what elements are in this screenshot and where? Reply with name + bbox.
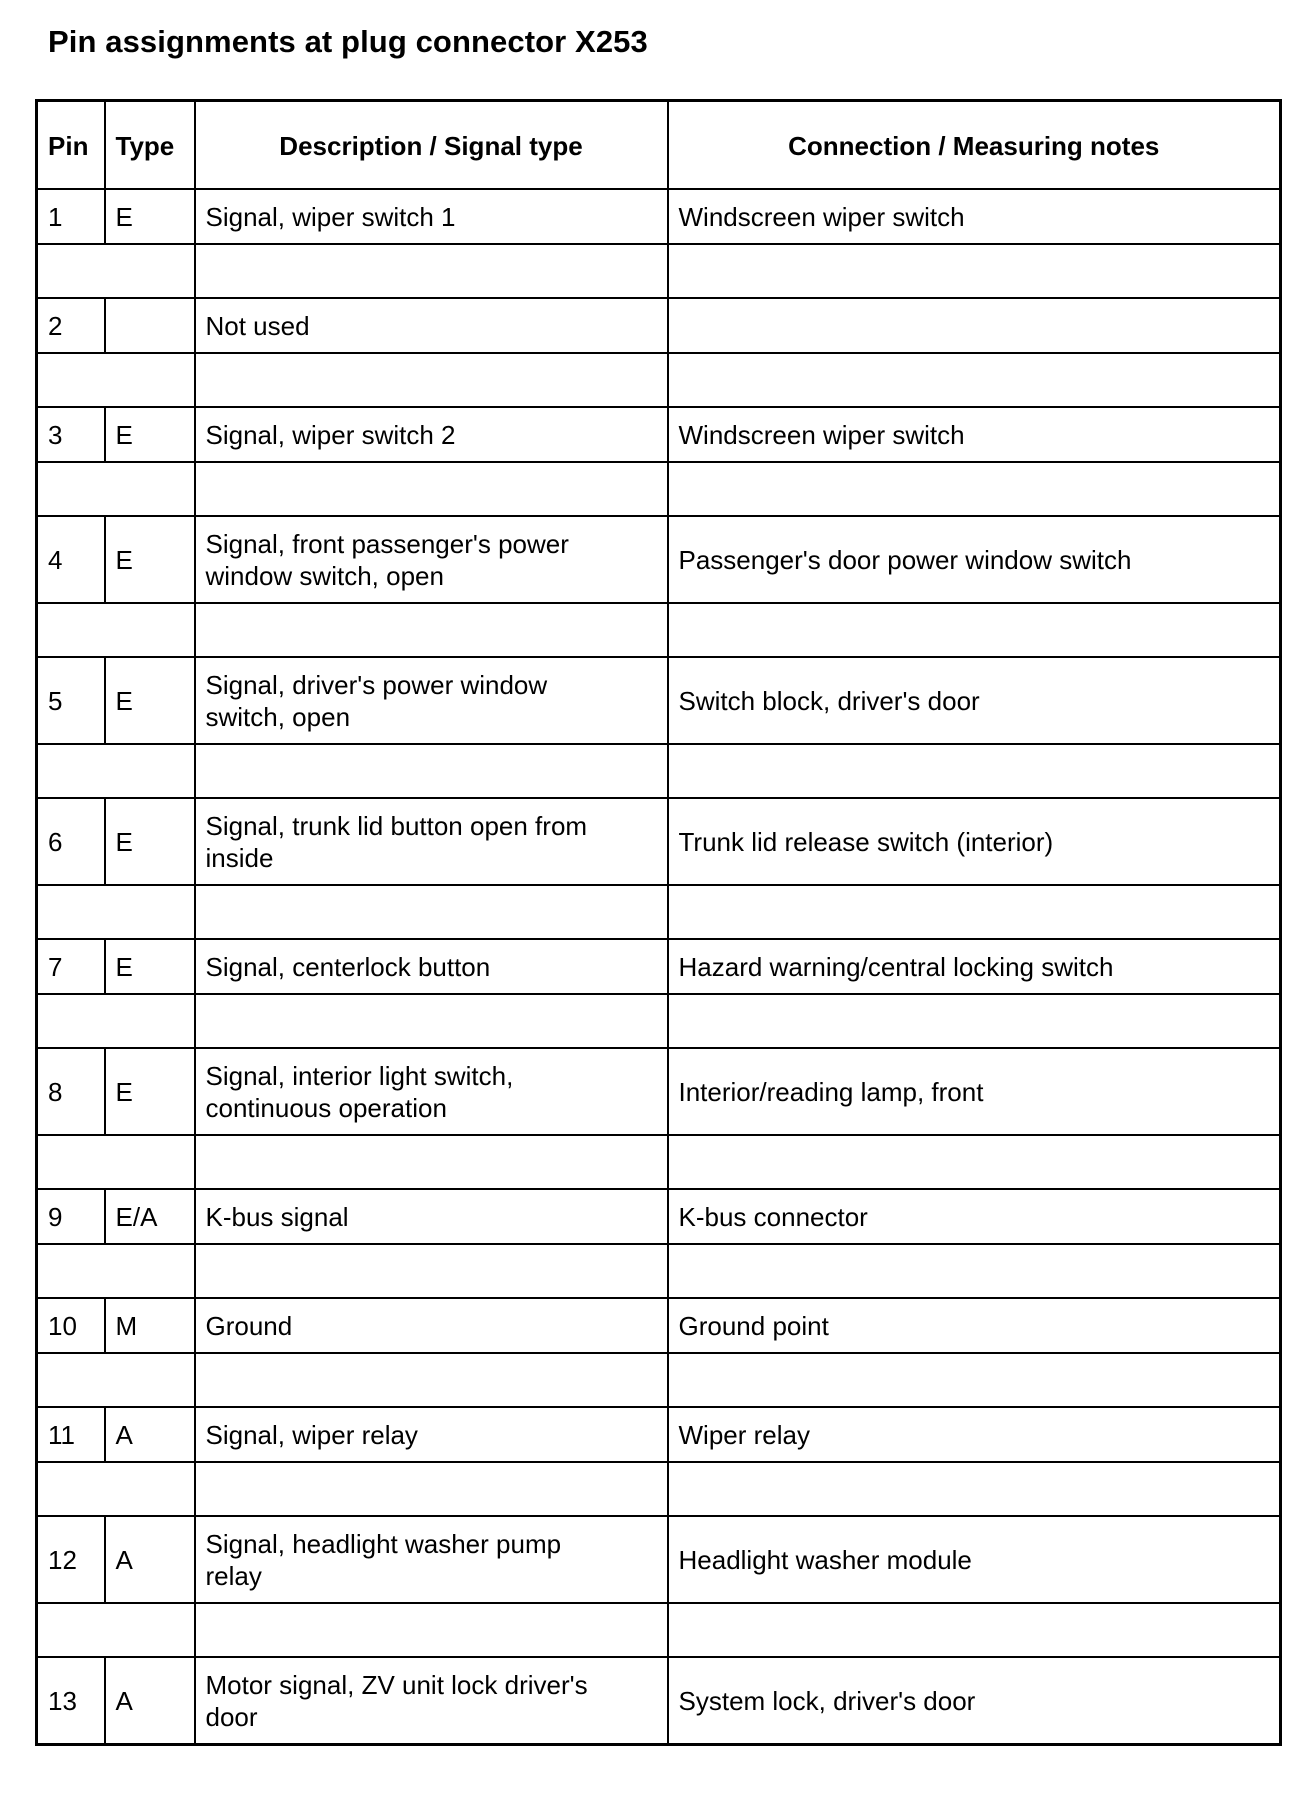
table-row [37, 1407, 1281, 1462]
connection-cell [668, 298, 1281, 353]
table-row [37, 798, 1281, 885]
spacer-row [37, 462, 1281, 516]
connection-cell: Interior/reading lamp, front [668, 1048, 1281, 1135]
spacer-row [37, 744, 1281, 798]
type-cell [105, 298, 195, 353]
spacer-row [37, 244, 1281, 298]
table-row [37, 298, 1281, 353]
header-type: Type [105, 101, 195, 190]
description-cell: Signal, trunk lid button open from inside [195, 798, 668, 885]
description-cell: Signal, headlight washer pump relay [195, 1516, 668, 1603]
type-cell: E [105, 939, 195, 994]
spacer-row [37, 1462, 1281, 1516]
description-cell: Signal, wiper switch 1 [195, 189, 668, 244]
connection-cell: Headlight washer module [668, 1516, 1281, 1603]
table-row [37, 1298, 1281, 1353]
table-row [37, 1048, 1281, 1135]
description-cell: Signal, wiper relay [195, 1407, 668, 1462]
type-cell: E [105, 407, 195, 462]
spacer-row [37, 1135, 1281, 1189]
description-cell: Signal, driver's power window switch, open [195, 657, 668, 744]
pin-cell: 9 [37, 1189, 105, 1244]
table-row [37, 939, 1281, 994]
description-cell: K-bus signal [195, 1189, 668, 1244]
pin-cell: 8 [37, 1048, 105, 1135]
connection-cell: Passenger's door power window switch [668, 516, 1281, 603]
connection-cell: Windscreen wiper switch [668, 407, 1281, 462]
pin-cell: 1 [37, 189, 105, 244]
header-description: Description / Signal type [195, 101, 668, 190]
pin-cell: 7 [37, 939, 105, 994]
connection-cell: Switch block, driver's door [668, 657, 1281, 744]
table-row [37, 1657, 1281, 1745]
pin-cell: 2 [37, 298, 105, 353]
description-cell: Signal, centerlock button [195, 939, 668, 994]
pin-assignment-table [35, 99, 1282, 1746]
pin-cell: 4 [37, 516, 105, 603]
type-cell: E [105, 189, 195, 244]
table-row [37, 189, 1281, 244]
description-cell: Ground [195, 1298, 668, 1353]
pin-cell: 12 [37, 1516, 105, 1603]
pin-cell: 11 [37, 1407, 105, 1462]
type-cell: E [105, 798, 195, 885]
pin-cell: 13 [37, 1657, 105, 1745]
type-cell: E [105, 1048, 195, 1135]
table-header [37, 101, 1281, 190]
table-row [37, 516, 1281, 603]
spacer-row [37, 994, 1281, 1048]
connection-cell: Trunk lid release switch (interior) [668, 798, 1281, 885]
connection-cell: Wiper relay [668, 1407, 1281, 1462]
spacer-row [37, 885, 1281, 939]
connection-cell: Ground point [668, 1298, 1281, 1353]
type-cell: M [105, 1298, 195, 1353]
pin-cell: 3 [37, 407, 105, 462]
spacer-row [37, 603, 1281, 657]
pin-cell: 6 [37, 798, 105, 885]
pin-cell: 5 [37, 657, 105, 744]
connection-cell: Windscreen wiper switch [668, 189, 1281, 244]
spacer-row [37, 1244, 1281, 1298]
spacer-row [37, 353, 1281, 407]
type-cell: E [105, 657, 195, 744]
connection-cell: K-bus connector [668, 1189, 1281, 1244]
page-title: Pin assignments at plug connector X253 [48, 24, 648, 59]
header-pin: Pin [37, 101, 105, 190]
type-cell: A [105, 1516, 195, 1603]
table-row [37, 1516, 1281, 1603]
pin-cell: 10 [37, 1298, 105, 1353]
type-cell: E/A [105, 1189, 195, 1244]
table-row [37, 1189, 1281, 1244]
table-row [37, 657, 1281, 744]
table-row [37, 407, 1281, 462]
description-cell: Signal, interior light switch, continuous operation [195, 1048, 668, 1135]
table-body [37, 189, 1281, 1745]
description-cell: Signal, wiper switch 2 [195, 407, 668, 462]
spacer-row [37, 1353, 1281, 1407]
type-cell: A [105, 1407, 195, 1462]
description-cell: Not used [195, 298, 668, 353]
connection-cell: Hazard warning/central locking switch [668, 939, 1281, 994]
description-cell: Signal, front passenger's power window switch, open [195, 516, 668, 603]
spacer-row [37, 1603, 1281, 1657]
description-cell: Motor signal, ZV unit lock driver's door [195, 1657, 668, 1745]
type-cell: A [105, 1657, 195, 1745]
header-connection: Connection / Measuring notes [668, 101, 1281, 190]
header-row [37, 101, 1281, 190]
connection-cell: System lock, driver's door [668, 1657, 1281, 1745]
type-cell: E [105, 516, 195, 603]
